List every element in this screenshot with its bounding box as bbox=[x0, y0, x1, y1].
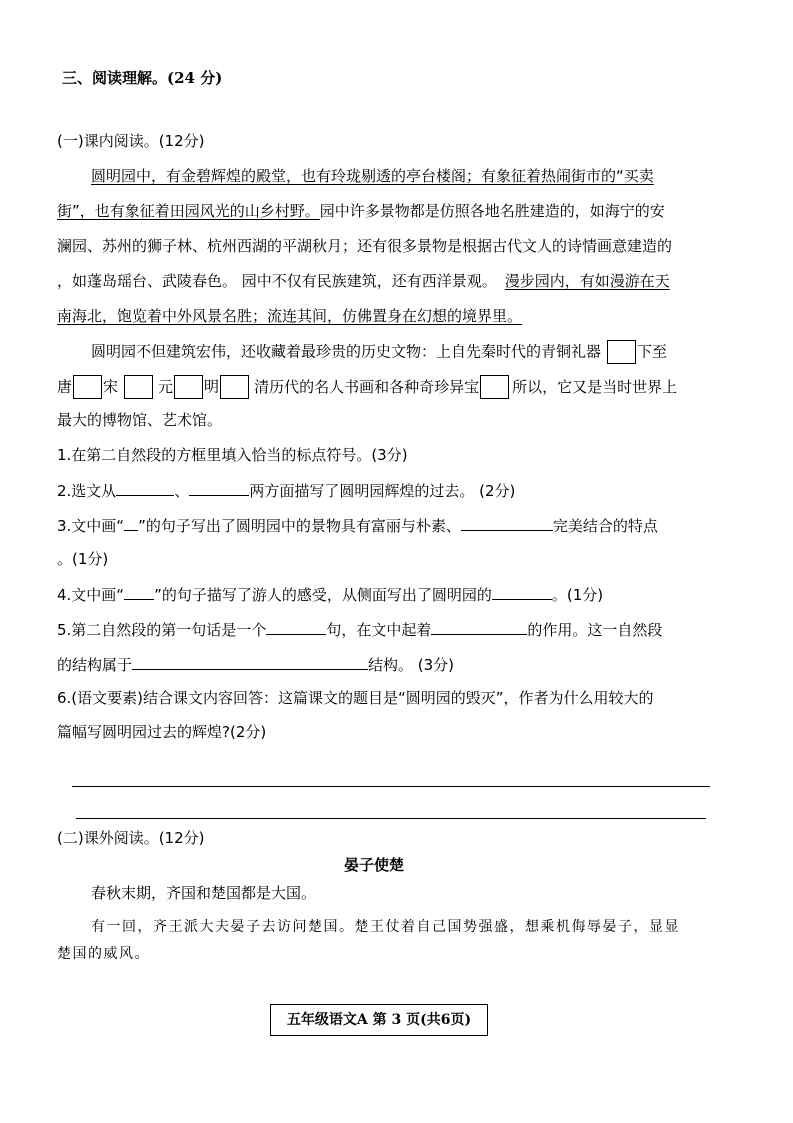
underlined-sentence: 南海北，饱览着中外风景名胜；流连其间，仿佛置身在幻想的境界里。 bbox=[57, 307, 523, 325]
story-paragraph: 春秋末期，齐国和楚国都是大国。 bbox=[91, 884, 317, 902]
passage-line: 澜园、苏州的狮子林、杭州西湖的平湖秋月；还有很多景物是根据古代文人的诗情画意建造的 bbox=[57, 237, 673, 255]
underlined-sentence: 漫步园内，有如漫游在天 bbox=[504, 272, 670, 290]
line-style-blank bbox=[124, 515, 138, 531]
answer-blank[interactable] bbox=[492, 584, 552, 600]
answer-blank[interactable] bbox=[431, 619, 527, 635]
question-3: 3.文中画“ ”的句子写出了圆明园中的景物具有富丽与朴素、 完美结合的特点 bbox=[57, 517, 658, 535]
question-1: 1.在第二自然段的方框里填入恰当的标点符号。(3分) bbox=[57, 446, 408, 464]
punctuation-box[interactable] bbox=[480, 375, 509, 399]
question-4: 4.文中画“ ”的句子描写了游人的感受，从侧面写出了圆明园的 。(1分) bbox=[57, 586, 604, 604]
passage-line: 唐 宋 元 明 清历代的名人书画和各种奇珍异宝 所以，它又是当时世界上 bbox=[57, 375, 677, 399]
part1-heading: (一)课内阅读。(12分) bbox=[57, 132, 205, 150]
question-2: 2.选文从 、 两方面描写了圆明园辉煌的过去。 (2分) bbox=[57, 482, 516, 500]
answer-blank[interactable] bbox=[266, 619, 326, 635]
passage-line: 街”，也有象征着田园风光的山乡村野。园中许多景物都是仿照各地名胜建造的，如海宁的安 bbox=[57, 202, 665, 220]
answer-blank[interactable] bbox=[132, 654, 368, 670]
question-5: 5.第二自然段的第一句话是一个 句，在文中起着 的作用。这一自然段 bbox=[57, 621, 663, 639]
punctuation-box[interactable] bbox=[124, 375, 153, 399]
question-5-cont: 的结构属于 结构。 (3分) bbox=[57, 656, 455, 674]
passage-line: ，如蓬岛瑶台、武陵春色。 园中不仅有民族建筑，还有西洋景观。 漫步园内，有如漫游在天 bbox=[57, 272, 670, 290]
punctuation-box[interactable] bbox=[73, 375, 102, 399]
punctuation-box[interactable] bbox=[220, 375, 249, 399]
underlined-sentence: 街”，也有象征着田园风光的山乡村野。 bbox=[57, 202, 320, 220]
passage-line: 圆明园不但建筑宏伟，还收藏着最珍贵的历史文物：上自先秦时代的青铜礼器 下至 bbox=[91, 340, 667, 364]
answer-blank[interactable] bbox=[116, 480, 174, 496]
question-6-cont: 篇幅写圆明园过去的辉煌?(2分) bbox=[57, 723, 267, 741]
question-3-cont: 。(1分) bbox=[57, 550, 109, 568]
answer-blank[interactable] bbox=[189, 480, 249, 496]
punctuation-box[interactable] bbox=[607, 340, 636, 364]
answer-line[interactable] bbox=[76, 818, 706, 819]
underlined-sentence: 圆明园中，有金碧辉煌的殿堂，也有玲珑剔透的亭台楼阁；有象征着热闹街市的“买卖 bbox=[91, 167, 654, 185]
passage-line bbox=[91, 166, 654, 186]
section-heading: 三、阅读理解。(24 分) bbox=[62, 69, 223, 87]
line-style-blank bbox=[124, 584, 154, 600]
answer-line[interactable] bbox=[72, 786, 710, 787]
story-paragraph-cont: 楚国的威风。 bbox=[57, 946, 150, 962]
story-paragraph: 有一回，齐王派大夫晏子去访问楚国。楚王仗着自己国势强盛，想乘机侮辱晏子，显显 bbox=[91, 919, 680, 935]
passage-line bbox=[57, 306, 522, 326]
punctuation-box[interactable] bbox=[174, 375, 203, 399]
page-footer: 五年级语文A 第 3 页(共6页) bbox=[270, 1004, 488, 1036]
story-title: 晏子使楚 bbox=[344, 856, 405, 874]
passage-line: 最大的博物馆、艺术馆。 bbox=[57, 411, 223, 429]
part2-heading: (二)课外阅读。(12分) bbox=[57, 829, 205, 847]
question-6: 6.(语文要素)结合课文内容回答：这篇课文的题目是“圆明园的毁灭”，作者为什么用较大的 bbox=[57, 689, 654, 707]
answer-blank[interactable] bbox=[461, 515, 553, 531]
